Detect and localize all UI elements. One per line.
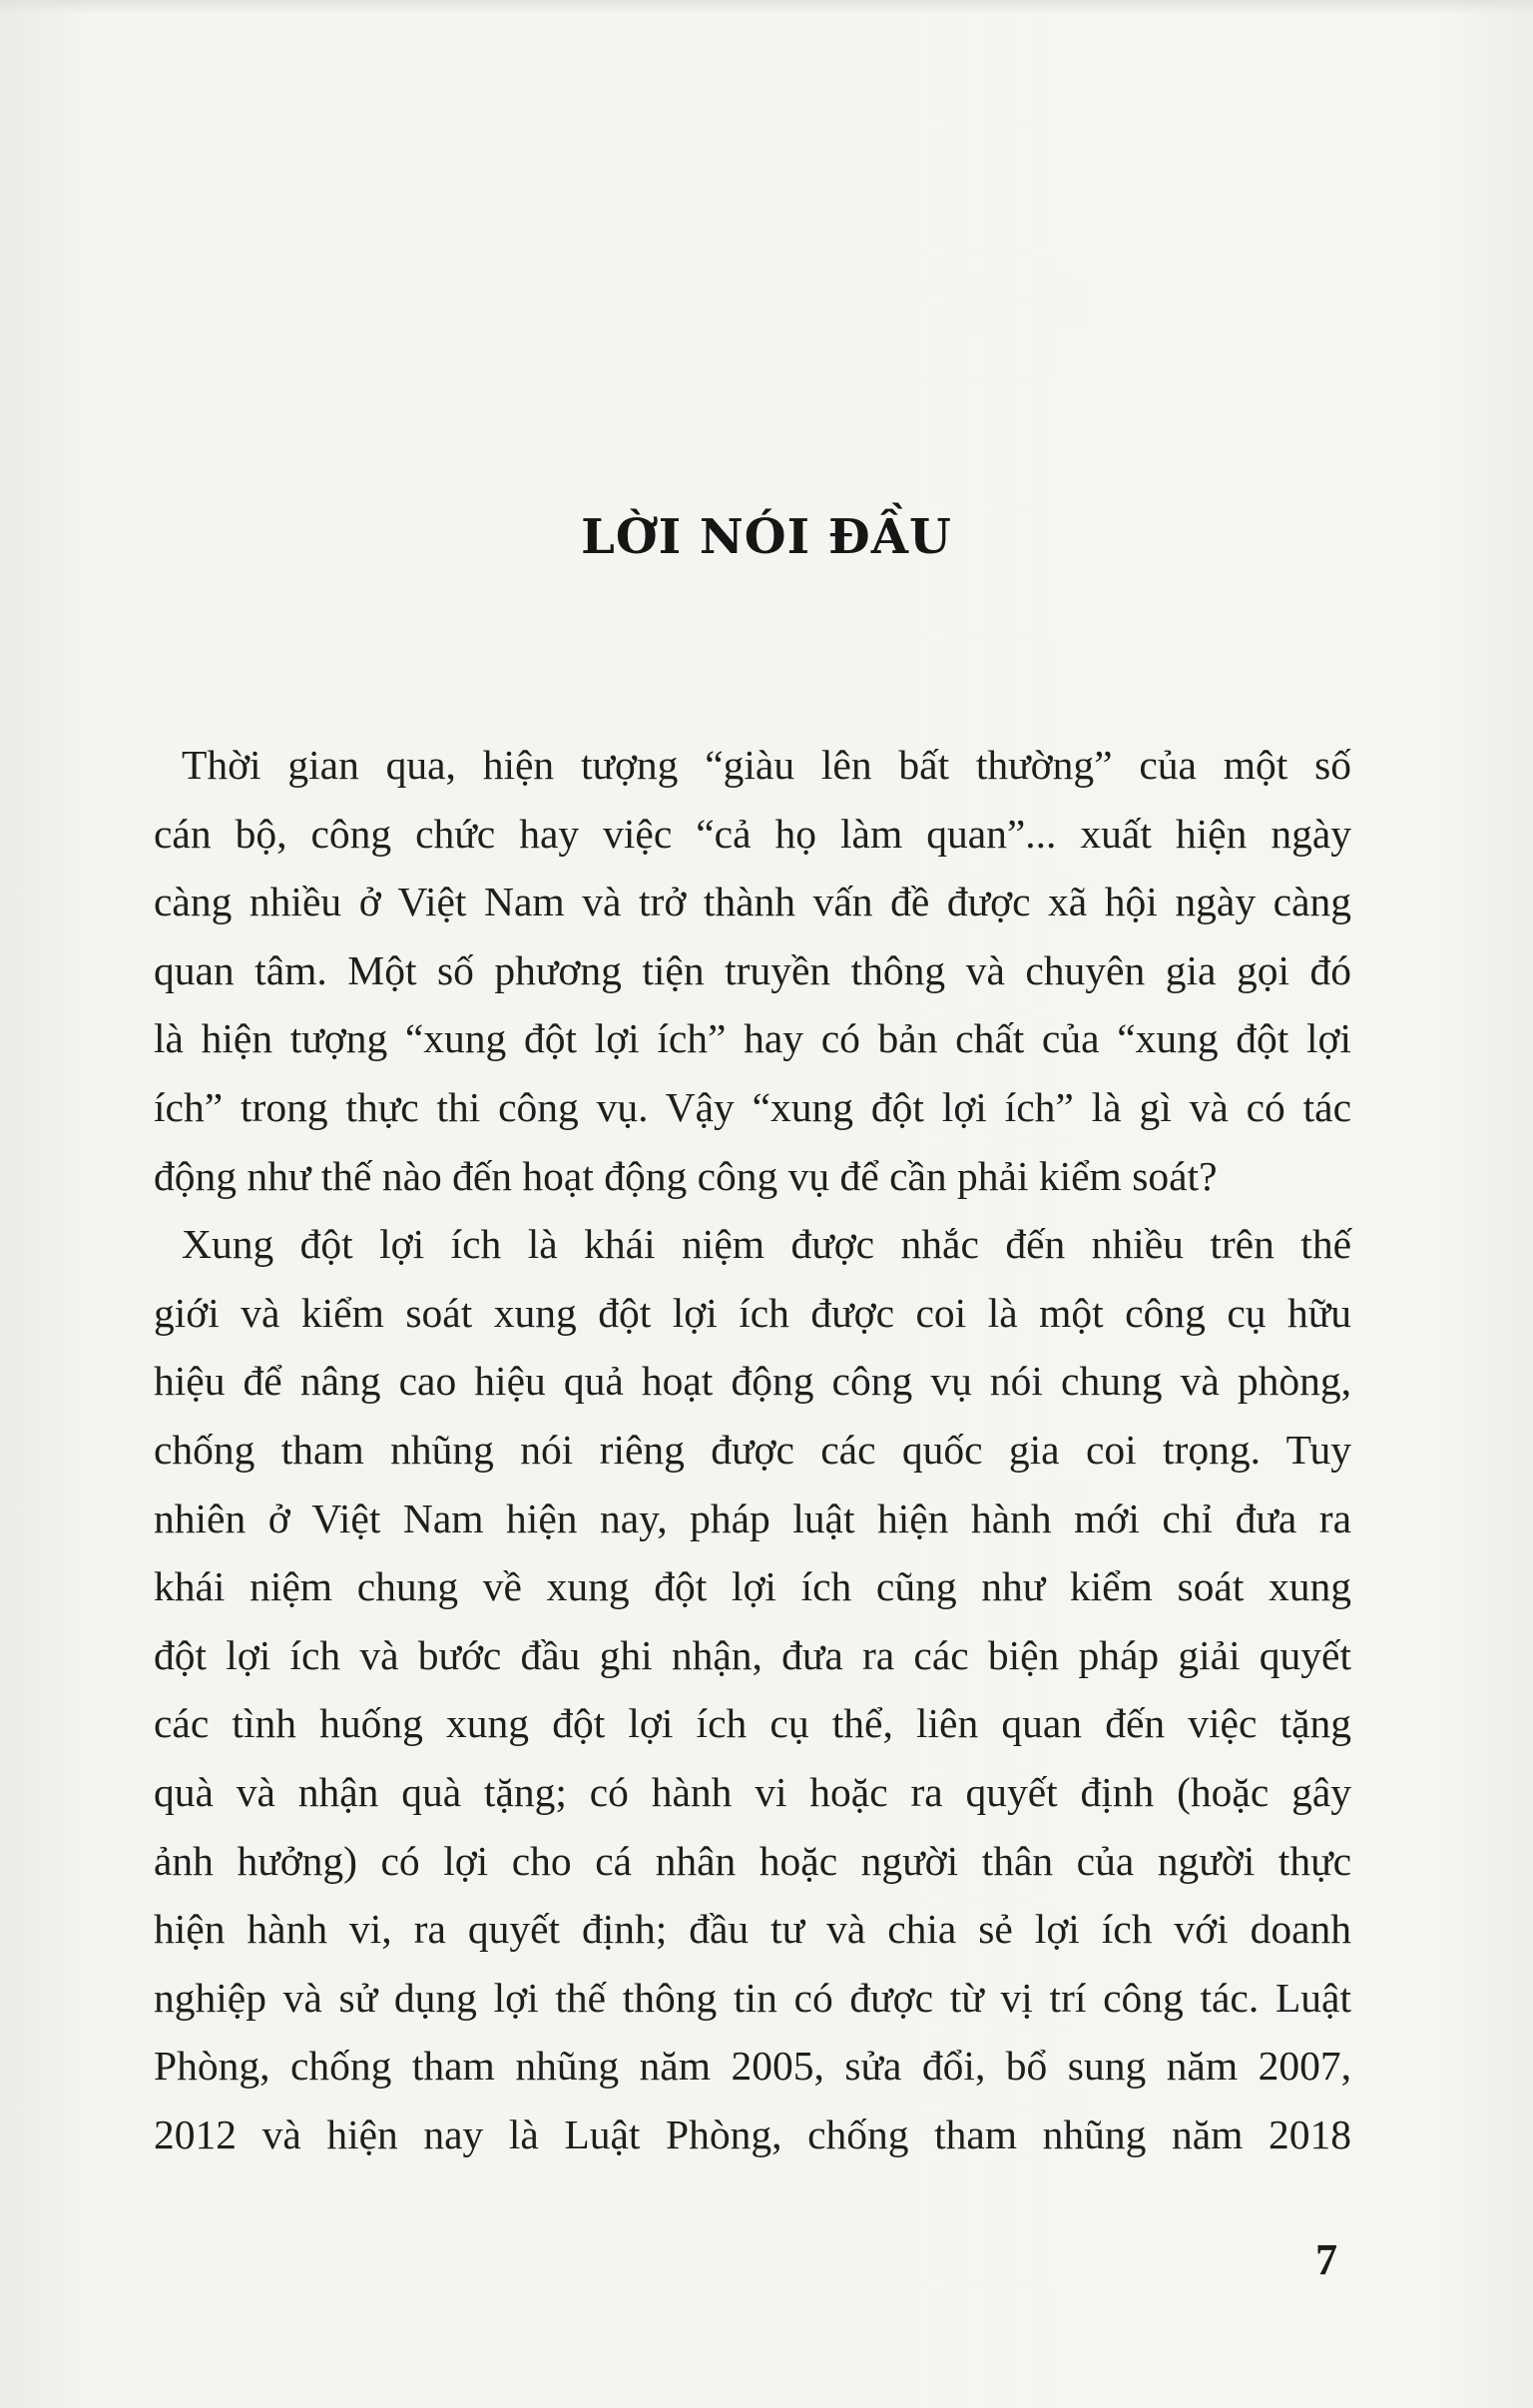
- paragraph-1: [154, 731, 1351, 1210]
- text-line: hiện hành vi, ra quyết định; đầu tư và chia sẻ lợi ích với doanh: [154, 1906, 1351, 1953]
- text-line: chống tham nhũng nói riêng được các quốc gia coi trọng. Tuy: [154, 1426, 1351, 1473]
- text-line: cán bộ, công chức hay việc “cả họ làm quan”... xuất hiện ngày: [154, 810, 1351, 857]
- body-text: [154, 731, 1351, 2168]
- paragraph-2: [154, 1210, 1351, 2168]
- page-number: 7: [1315, 2235, 1337, 2284]
- page-title: LỜI NÓI ĐẦU: [581, 509, 952, 565]
- text-line: quan tâm. Một số phương tiện truyền thông và chuyên gia gọi đó: [154, 946, 1351, 993]
- text-line: nhiên ở Việt Nam hiện nay, pháp luật hiện hành mới chỉ đưa ra: [154, 1495, 1351, 1541]
- text-line: hiệu để nâng cao hiệu quả hoạt động công vụ nói chung và phòng,: [154, 1358, 1351, 1405]
- text-line: các tình huống xung đột lợi ích cụ thể, liên quan đến việc tặng: [154, 1700, 1351, 1747]
- text-line: nghiệp và sử dụng lợi thế thông tin có được từ vị trí công tác. Luật: [154, 1974, 1351, 2021]
- text-line: Xung đột lợi ích là khái niệm được nhắc đến nhiều trên thế: [182, 1221, 1351, 1268]
- text-line: 2012 và hiện nay là Luật Phòng, chống tham nhũng năm 2018: [154, 2110, 1351, 2157]
- text-line: Thời gian qua, hiện tượng “giàu lên bất thường” của một số: [182, 742, 1351, 788]
- text-line: quà và nhận quà tặng; có hành vi hoặc ra quyết định (hoặc gây: [154, 1768, 1351, 1815]
- page-top-edge: [0, 0, 1533, 14]
- text-line: động như thế nào đến hoạt động công vụ để cần phải kiểm soát?: [154, 1152, 1218, 1199]
- text-line: Phòng, chống tham nhũng năm 2005, sửa đổi, bổ sung năm 2007,: [154, 2043, 1351, 2090]
- text-line: giới và kiểm soát xung đột lợi ích được coi là một công cụ hữu: [154, 1289, 1351, 1336]
- text-line: càng nhiều ở Việt Nam và trở thành vấn đề được xã hội ngày càng: [154, 879, 1351, 925]
- text-line: khái niệm chung về xung đột lợi ích cũng như kiểm soát xung: [154, 1563, 1351, 1610]
- text-line: ích” trong thực thi công vụ. Vậy “xung đột lợi ích” là gì và có tác: [154, 1083, 1351, 1130]
- text-line: đột lợi ích và bước đầu ghi nhận, đưa ra các biện pháp giải quyết: [154, 1631, 1351, 1678]
- text-line: là hiện tượng “xung đột lợi ích” hay có bản chất của “xung đột lợi: [154, 1015, 1351, 1062]
- text-line: ảnh hưởng) có lợi cho cá nhân hoặc người thân của người thực: [154, 1837, 1351, 1884]
